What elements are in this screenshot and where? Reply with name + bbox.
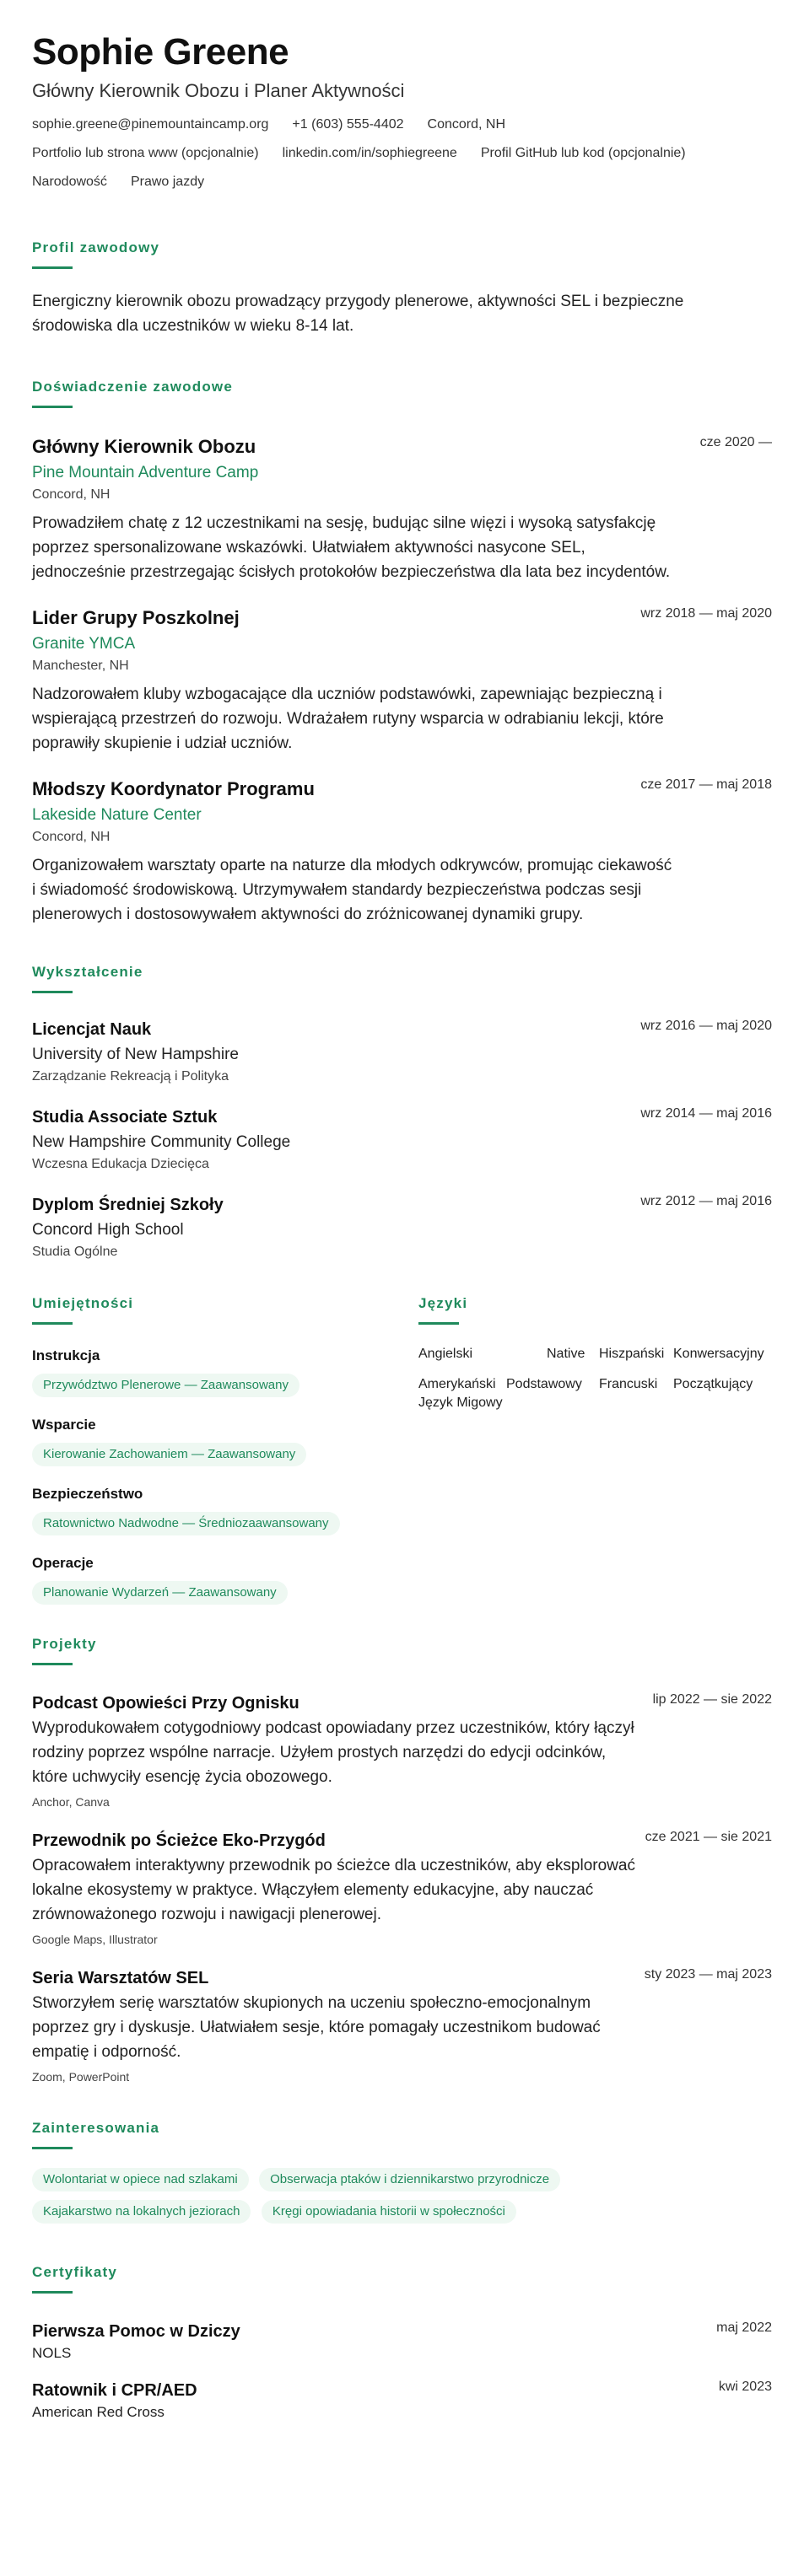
candidate-role: Główny Kierownik Obozu i Planer Aktywności: [32, 80, 405, 101]
section-title-interests: Zainteresowania: [32, 2120, 160, 2136]
contact-location: Concord, NH: [427, 117, 506, 132]
experience-section: [32, 379, 772, 927]
language-name: Francuski: [599, 1377, 658, 1391]
skill-group: [32, 1347, 403, 1397]
project-date: sty 2023 — maj 2023: [644, 1967, 772, 1982]
certificate-date: kwi 2023: [718, 2380, 772, 2394]
education-degree: Studia Associate Sztuk: [32, 1108, 218, 1127]
skill-chip: Planowanie Wydarzeń — Zaawansowany: [32, 1581, 288, 1605]
project-entry: [32, 1967, 772, 2084]
section-title-certificates: Certyfikaty: [32, 2264, 118, 2280]
education-entry: [32, 1194, 772, 1261]
interest-chip: Kręgi opowiadania historii w społeczności: [262, 2200, 516, 2224]
skill-category: Wsparcie: [32, 1417, 96, 1433]
education-entry: [32, 1019, 772, 1086]
project-date: lip 2022 — sie 2022: [652, 1692, 772, 1707]
job-location: Concord, NH: [32, 487, 111, 502]
job-description: Organizowałem warsztaty oparte na naturze dla młodych odkrywców, promując ciekawość i świadomość środowiskową. Utrzymywałem standardy bezpieczeństwa podczas sesji plenerowych i dostosowywałem aktywności do zróżnicowanej dynamiki grupy.: [32, 857, 672, 923]
skill-group: [32, 1416, 403, 1466]
certificate-name: Ratownik i CPR/AED: [32, 2381, 197, 2400]
job-title: Lider Grupy Poszkolnej: [32, 607, 240, 628]
language-name: Amerykański Język Migowy: [418, 1377, 503, 1410]
language-level: Native: [547, 1347, 585, 1361]
language-level: Podstawowy: [506, 1377, 582, 1391]
certificate-date: maj 2022: [716, 2321, 772, 2335]
education-degree: Dyplom Średniej Szkoły: [32, 1196, 224, 1214]
language-level: Początkujący: [673, 1377, 753, 1391]
job-location: Manchester, NH: [32, 659, 129, 673]
certificates-section: [32, 2264, 772, 2422]
language-level: Konwersacyjny: [673, 1347, 764, 1361]
section-divider: [32, 406, 73, 408]
education-degree: Licencjat Nauk: [32, 1020, 152, 1039]
skill-chip: Przywództwo Plenerowe — Zaawansowany: [32, 1374, 299, 1397]
section-divider: [418, 1322, 459, 1325]
interest-chip: Kajakarstwo na lokalnych jeziorach: [32, 2200, 251, 2224]
skill-category: Bezpieczeństwo: [32, 1486, 143, 1502]
job-description: Nadzorowałem kluby wzbogacające dla uczniów podstawówki, zapewniając bezpieczną i wspierającą przestrzeń do rozwoju. Wdrażałem rutyny wsparcia w odrabianiu lekcji, które poprawiły skupienie i udział uczniów.: [32, 686, 664, 752]
job-organization: Granite YMCA: [32, 635, 136, 653]
contact-linkedin[interactable]: linkedin.com/in/sophiegreene: [282, 146, 457, 160]
section-divider: [32, 991, 73, 993]
section-divider: [32, 2147, 73, 2149]
contact-info: [32, 116, 772, 202]
project-description: Opracowałem interaktywny przewodnik po ścieżce dla uczestników, aby eksplorować lokalne ekosystemy w praktyce. Włączyłem elementy edukacyjne, aby nauczać zrównoważonego rozwoju i nawigacji plenerowej.: [32, 1857, 635, 1923]
section-title-education: Wykształcenie: [32, 964, 143, 980]
section-divider: [32, 2291, 73, 2294]
job-title: Główny Kierownik Obozu: [32, 436, 256, 457]
job-organization: Pine Mountain Adventure Camp: [32, 464, 259, 481]
experience-entry: [32, 777, 772, 927]
contact-github[interactable]: Profil GitHub lub kod (opcjonalnie): [480, 146, 686, 160]
education-school: University of New Hampshire: [32, 1046, 239, 1063]
job-organization: Lakeside Nature Center: [32, 806, 202, 824]
project-description: Stworzyłem serię warsztatów skupionych na uczeniu społeczno-emocjonalnym poprzez gry i dyskusje. Ułatwiałem sesje, które pomagały uczestnikom budować empatię i odporność.: [32, 1994, 601, 2061]
project-description: Wyprodukowałem cotygodniowy podcast opowiadany przez uczestników, który łączył rodziny poprzez wspólne narracje. Użyłem prostych narzędzi do edycji odcinków, które uchwyciły esencję życia obozowego.: [32, 1719, 634, 1786]
experience-entry: [32, 606, 772, 756]
job-description: Prowadziłem chatę z 12 uczestnikami na sesję, budując silne więzi i wysoką satysfakcję poprzez spersonalizowane wskazówki. Ułatwiałem aktywności nasycone SEL, jednocześnie przestrzegając ścisłych protokołów bezpieczeństwa dla lata bez incydentów.: [32, 514, 671, 581]
language-name: Angielski: [418, 1347, 473, 1361]
certificate-entry: [32, 2321, 772, 2363]
interests-list: [32, 2168, 623, 2232]
education-section: [32, 964, 772, 1261]
profile-summary: Energiczny kierownik obozu prowadzący przygody plenerowe, aktywności SEL i bezpieczne środowiska dla uczestników w wieku 8-14 lat.: [32, 293, 684, 335]
section-divider: [32, 1322, 73, 1325]
section-title-profile: Profil zawodowy: [32, 239, 160, 255]
section-title-experience: Doświadczenie zawodowe: [32, 379, 234, 395]
certificate-issuer: NOLS: [32, 2345, 72, 2361]
education-school: New Hampshire Community College: [32, 1133, 291, 1151]
contact-nationality: Narodowość: [32, 175, 107, 189]
languages-section: [418, 1295, 773, 1438]
languages-grid: [418, 1345, 773, 1438]
project-title: Podcast Opowieści Przy Ognisku: [32, 1694, 299, 1713]
skill-chip: Kierowanie Zachowaniem — Zaawansowany: [32, 1443, 306, 1466]
project-title: Przewodnik po Ścieżce Eko-Przygód: [32, 1831, 326, 1850]
skill-category: Operacje: [32, 1555, 94, 1571]
project-tools: Zoom, PowerPoint: [32, 2070, 130, 2084]
project-title: Seria Warsztatów SEL: [32, 1969, 209, 1987]
education-date: wrz 2014 — maj 2016: [640, 1106, 772, 1121]
skill-chip: Ratownictwo Nadwodne — Średniozaawansowany: [32, 1512, 340, 1535]
projects-section: [32, 1636, 772, 2084]
skills-languages-row: [32, 1295, 772, 1624]
job-title: Młodszy Koordynator Programu: [32, 778, 315, 799]
contact-email[interactable]: sophie.greene@pinemountaincamp.org: [32, 117, 269, 132]
section-divider: [32, 266, 73, 269]
section-title-languages: Języki: [418, 1295, 468, 1311]
candidate-name: Sophie Greene: [32, 31, 289, 73]
contact-phone[interactable]: +1 (603) 555-4402: [292, 117, 404, 132]
skill-group: [32, 1554, 403, 1605]
section-title-projects: Projekty: [32, 1636, 97, 1652]
job-location: Concord, NH: [32, 830, 111, 844]
education-field: Zarządzanie Rekreacją i Polityka: [32, 1069, 229, 1084]
certificate-name: Pierwsza Pomoc w Dziczy: [32, 2322, 240, 2341]
skills-section: [32, 1295, 403, 1605]
project-date: cze 2021 — sie 2021: [645, 1830, 772, 1844]
job-date: cze 2017 — maj 2018: [640, 777, 772, 792]
certificate-entry: [32, 2380, 772, 2422]
experience-entry: [32, 435, 772, 584]
contact-portfolio[interactable]: Portfolio lub strona www (opcjonalnie): [32, 146, 259, 160]
project-tools: Anchor, Canva: [32, 1795, 110, 1809]
skill-category: Instrukcja: [32, 1347, 100, 1363]
interest-chip: Obserwacja ptaków i dziennikarstwo przyrodnicze: [259, 2168, 560, 2191]
project-entry: [32, 1692, 772, 1810]
certificate-issuer: American Red Cross: [32, 2404, 165, 2420]
section-title-skills: Umiejętności: [32, 1295, 134, 1311]
project-entry: [32, 1830, 772, 1947]
language-name: Hiszpański: [599, 1347, 665, 1361]
skill-group: [32, 1485, 403, 1535]
interests-section: [32, 2120, 772, 2232]
education-entry: [32, 1106, 772, 1174]
education-date: wrz 2016 — maj 2020: [640, 1019, 772, 1033]
interest-chip: Wolontariat w opiece nad szlakami: [32, 2168, 249, 2191]
section-divider: [32, 1663, 73, 1665]
education-field: Wczesna Edukacja Dziecięca: [32, 1157, 209, 1171]
contact-license: Prawo jazdy: [130, 175, 205, 189]
education-date: wrz 2012 — maj 2016: [640, 1194, 772, 1208]
education-school: Concord High School: [32, 1221, 184, 1239]
job-date: wrz 2018 — maj 2020: [640, 606, 772, 621]
project-tools: Google Maps, Illustrator: [32, 1933, 158, 1946]
education-field: Studia Ogólne: [32, 1245, 118, 1259]
job-date: cze 2020 —: [699, 435, 772, 449]
profile-section: [32, 239, 772, 338]
